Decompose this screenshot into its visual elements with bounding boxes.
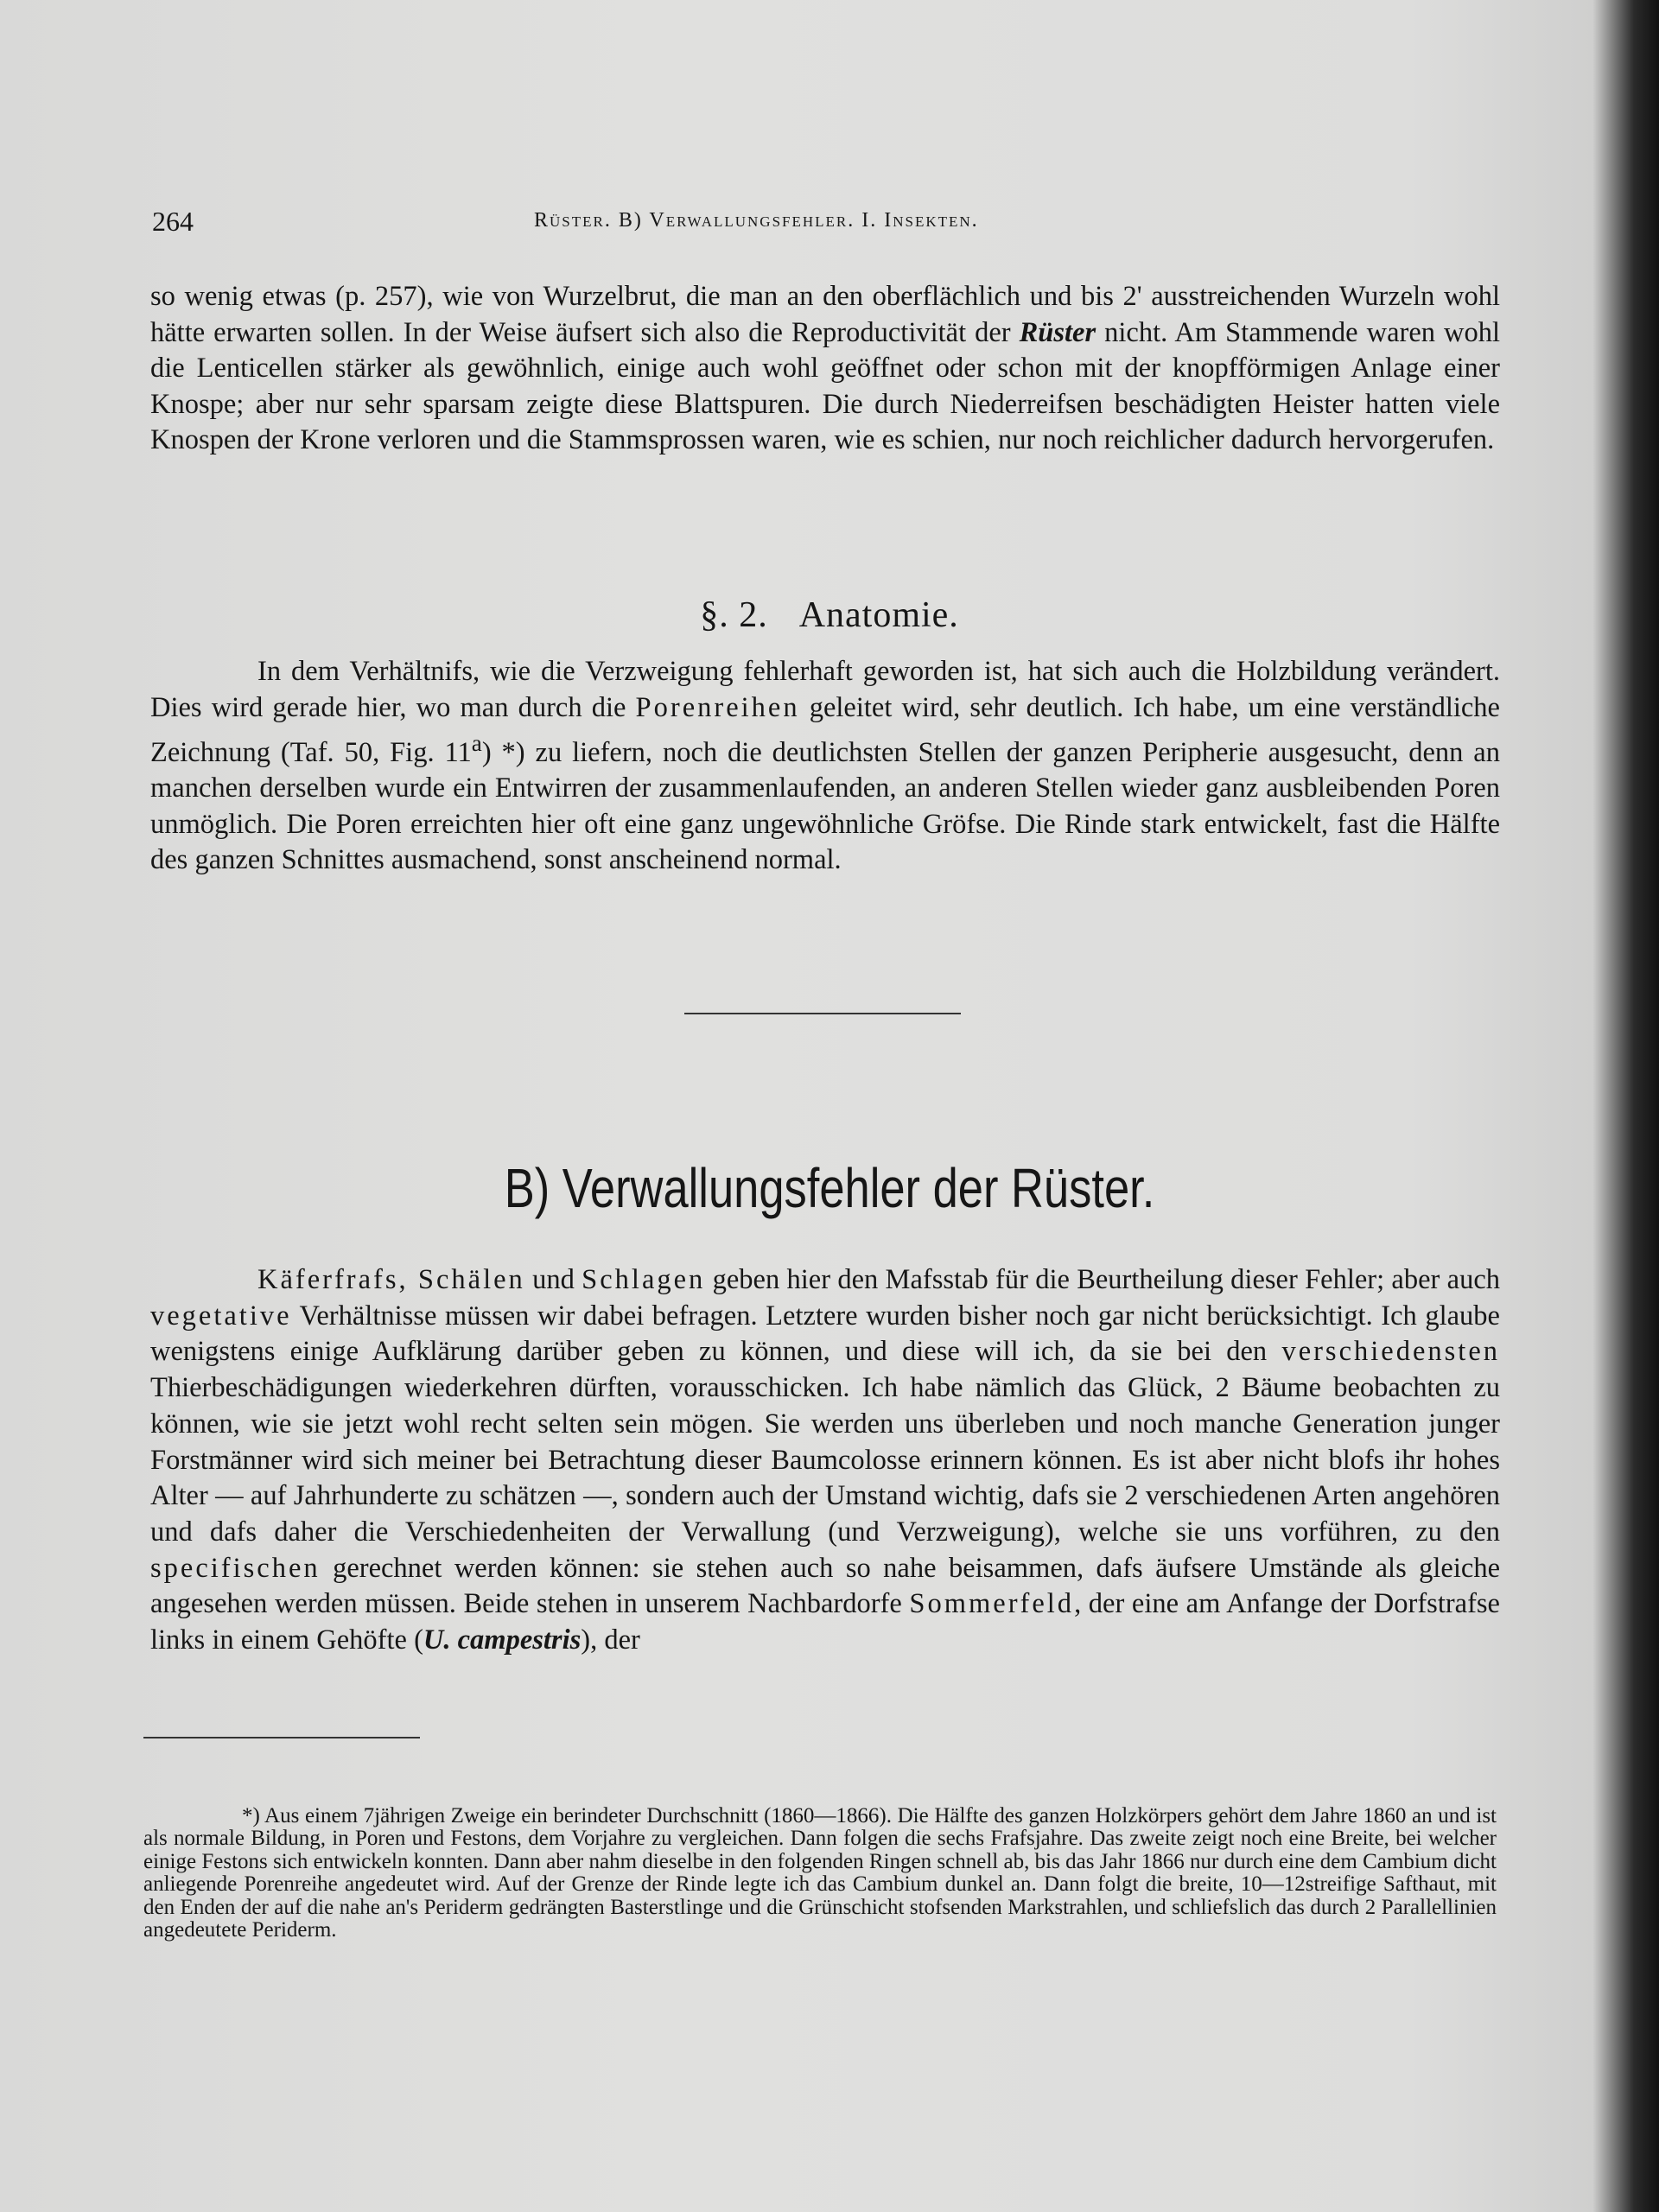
anatomie-text-b: geleitet wird, sehr deutlich. Ich habe, um eine verständliche Zeichnung (Taf. 50, Fig. 11 [150,691,1500,768]
spaced-term: specifischen [150,1552,321,1584]
page-number: 264 [152,206,194,237]
footnote-text: *) Aus einem 7jährigen Zweige ein berindeter Durchschnitt (1860—1866). Die Hälfte des ganzen Holzkörpers gehört dem Jahre 1860 an und ist als normale Bildung, in Poren und Festons, dem Vorjahre zu vergleichen. Dann folgen die sechs Frafsjahre. Das zweite zeigt noch eine Breite, bei welcher einige Festons sich entwickeln konnten. Dann aber nahm dieselbe in den folgenden Ringen schnell ab, bis das Jahr 1866 nur durch eine dem Cambium dicht anliegende Porenreihe angedeutet wird. Auf der Grenze der Rinde legte ich das Cambium dunkel an. Dann folgt die breite, 10—12streifige Safthaut, mit den Enden der auf die nahe an's Periderm gedrängten Basterstlinge und die Grünschicht stofsenden Markstrahlen, und schliefslich das durch 2 Parallellinien angedeutete Periderm. [143,1804,1497,1942]
spaced-term: verschiedensten [1281,1336,1500,1368]
intro-paragraph [150,279,1500,459]
section-heading [0,594,1659,636]
species-name: U. campestris [423,1624,582,1656]
main-paragraph [150,1262,1500,1659]
section-divider [684,1013,961,1014]
main-text: ), der [581,1624,640,1656]
chapter-heading: B) Verwallungsfehler der Rüster. [504,1157,1155,1219]
main-text: gerechnet werden können: sie stehen auch so nahe beisammen, dafs äufsere Umstände als gleiche angesehen werden müssen. Beide stehen in unserem Nachbardorfe [150,1552,1500,1620]
anatomie-text-c: ) *) zu liefern, noch die deutlichsten Stellen der ganzen Peripherie ausgesucht, denn an manchen derselben wurde ein Entwirren der zusammenlaufenden, an anderen Stellen wieder ganz ausbleibenden Poren unmöglich. Die Poren erreichten hier oft eine ganz ungewöhnliche Gröfse. Die Rinde stark entwickelt, fast die Hälfte des ganzen Schnittes ausmachend, sonst anscheinend normal. [150,736,1500,876]
main-text: Thierbeschädigungen wiederkehren dürften, vorausschicken. Ich habe nämlich das Glück, 2 Bäume beobachten zu können, wie sie jetzt wohl recht selten sein mögen. Sie werden uns überleben und noch manche Generation junger Forstmänner wird sich meiner bei Betrachtung dieser Baumcolosse erinnern können. Es ist aber nicht blofs ihr hohes Alter — auf Jahrhunderte zu schätzen —, sondern auch der Umstand wichtig, dafs sie 2 verschiedenen Arten angehören und dafs daher die Verschiedenheiten der Verwallung (und Verzweigung), welche sie uns vorführen, zu den [150,1372,1500,1548]
footnote [143,1783,1497,1963]
main-text: geben hier den Mafsstab für die Beurtheilung dieser Fehler; aber auch [705,1264,1501,1295]
spaced-term: Sommerfeld [909,1588,1075,1620]
main-text: , der eine am Anfange der Dorfstrafse links in einem Gehöfte ( [150,1588,1500,1656]
section-symbol: §. 2. [700,595,768,635]
anatomie-text-a: In dem Verhältnifs, wie die Verzweigung fehlerhaft geworden ist, hat sich auch die Holzbildung verändert. Dies wird gerade hier, wo man durch die [150,656,1500,723]
main-text: und [524,1264,582,1295]
spaced-term: vegetative [150,1300,292,1332]
anatomie-spaced-term: Porenreihen [635,691,800,723]
anatomie-sup: a [471,730,482,756]
main-text: Verhältnisse müssen wir dabei befragen. Letztere wurden bisher noch gar nicht berücksichtigt. Ich glaube wenigstens einige Aufklärung darüber geben zu können, und diese will ich, da sie bei den [150,1300,1500,1368]
section-title: Anatomie. [798,595,959,635]
spaced-term: Schlagen [582,1264,706,1295]
footnote-divider [143,1737,420,1738]
running-head: Rüster. B) Verwallungsfehler. I. Insekten. [534,209,979,232]
intro-text-end: nicht. Am Stammende waren wohl die Lenticellen stärker als gewöhnlich, einige auch wohl geöffnet oder schon mit der knopfförmigen Anlage einer Knospe; aber nur sehr sparsam zeigte diese Blattspuren. Die durch Niederreifsen beschädigten Heister hatten viele Knospen der Krone verloren und die Stammsprossen waren, wie es schien, nur noch reichlicher dadurch hervorgerufen. [150,316,1500,455]
page-header [152,206,1500,240]
spaced-term: Käferfrafs, Schälen [257,1264,525,1295]
intro-text: so wenig etwas (p. 257), wie von Wurzelbrut, die man an den oberflächlich und bis 2' ausstreichenden Wurzeln wohl hätte erwarten sollen. In der Weise äufsert sich also die Reproductivität der [150,281,1500,348]
intro-emphasis: Rüster [1019,316,1096,348]
anatomie-paragraph [150,654,1500,879]
